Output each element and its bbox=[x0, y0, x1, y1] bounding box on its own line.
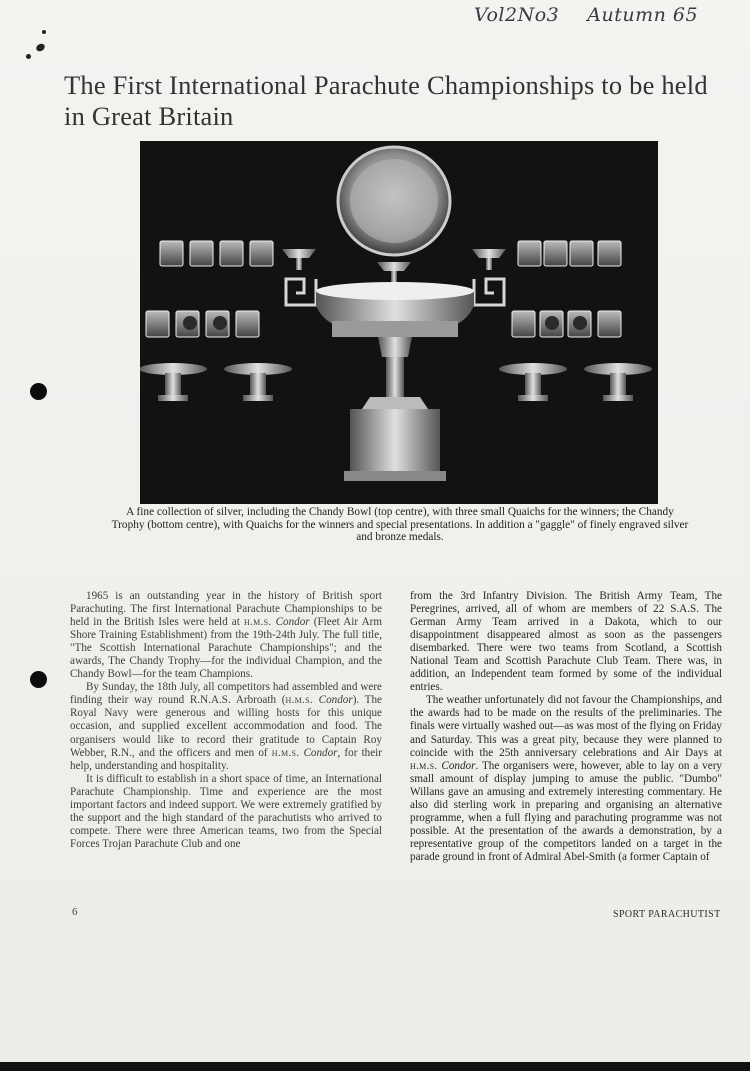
photo-caption: A fine collection of silver, including the Chandy Bowl (top centre), with three small Quaichs for the winners; the Chandy Trophy (bottom centre), with Quaichs for the winners and special presentations. In addition a "gaggle" of finely engraved silver and bronze medals. bbox=[111, 506, 689, 544]
ink-speck bbox=[26, 54, 31, 59]
running-footer: SPORT PARACHUTIST bbox=[613, 909, 721, 920]
article-column-right bbox=[410, 590, 722, 864]
handwritten-annotation bbox=[474, 4, 698, 26]
article-title: The First International Parachute Championships to be held in Great Britain bbox=[64, 70, 708, 131]
paragraph: from the 3rd Infantry Division. The British Army Team, The Peregrines, arrived, all of whom are members of 22 S.A.S. The German Army Team arrived in a Dakota, which to our disappointment disappeared almost as soon as the passengers disembarked. There were two teams from Scotland, a Scottish National Team and Scottish Parachute Club Team. There was, in addition, an Independent team formed by some of the individual entries. bbox=[410, 590, 722, 694]
paragraph: 1965 is an outstanding year in the history of British sport Parachuting. The first International Parachute Championships to be held in the British Isles were held at h.m.s. Condor (Fleet Air Arm Shore Training Establishment) from the 19th-24th July. The full title, "The Scottish International Parachute Championships"; and the awards, The Chandy Trophy—for the individual Champion, and the Chandy Bowl—for the team Champions. bbox=[70, 590, 382, 681]
punch-hole bbox=[30, 383, 47, 400]
paragraph: The weather unfortunately did not favour the Championships, and the awards had to be made on the results of the preliminaries. The finals were virtually washed out—as was most of the flying on Friday and Saturday. This was a great pity, because they were planned to coincide with the 25th anniversary celebrations and Air Days at h.m.s. Condor. The organisers were, however, able to lay on a very small amount of display jumping to amuse the public. "Dumbo" Willans gave an amusing and extremely interesting commentary. He also did sterling work in preparing and organising an alternative programme, when a full flying and parachuting programme was not possible. At the presentation of the awards a demonstration, by a representative group of the competitors landed on a target in the parade ground in front of Admiral Abel-Smith (a former Captain of bbox=[410, 694, 722, 863]
ink-speck bbox=[42, 30, 46, 34]
paragraph: It is difficult to establish in a short space of time, an International Parachute Championship. Time and experience are the most important factors and indeed support. We were extremely gratified by the support and the high standard of the parachutists who arrived to compete. There were three American teams, two from the Special Forces Trojan Parachute Club and one bbox=[70, 772, 382, 850]
scan-edge bbox=[0, 1062, 750, 1071]
trophy-photograph bbox=[140, 141, 658, 504]
article-column-left bbox=[70, 590, 382, 851]
handwritten-season: Autumn 65 bbox=[587, 4, 699, 26]
paragraph: By Sunday, the 18th July, all competitors had assembled and were finding their way round R.N.A.S. Arbroath (h.m.s. Condor). The Royal Navy were generous and willing hosts for this unique occasion, and supplied excellent accommodation and food. The organisers would like to record their gratitude to Captain Roy Webber, R.N., and the officers and men of h.m.s. Condor, for their help, understanding and hospitality. bbox=[70, 681, 383, 772]
handwritten-volume: Vol2No3 bbox=[474, 4, 560, 26]
page-number: 6 bbox=[72, 906, 78, 918]
ink-speck bbox=[35, 42, 46, 53]
punch-hole bbox=[30, 671, 47, 688]
